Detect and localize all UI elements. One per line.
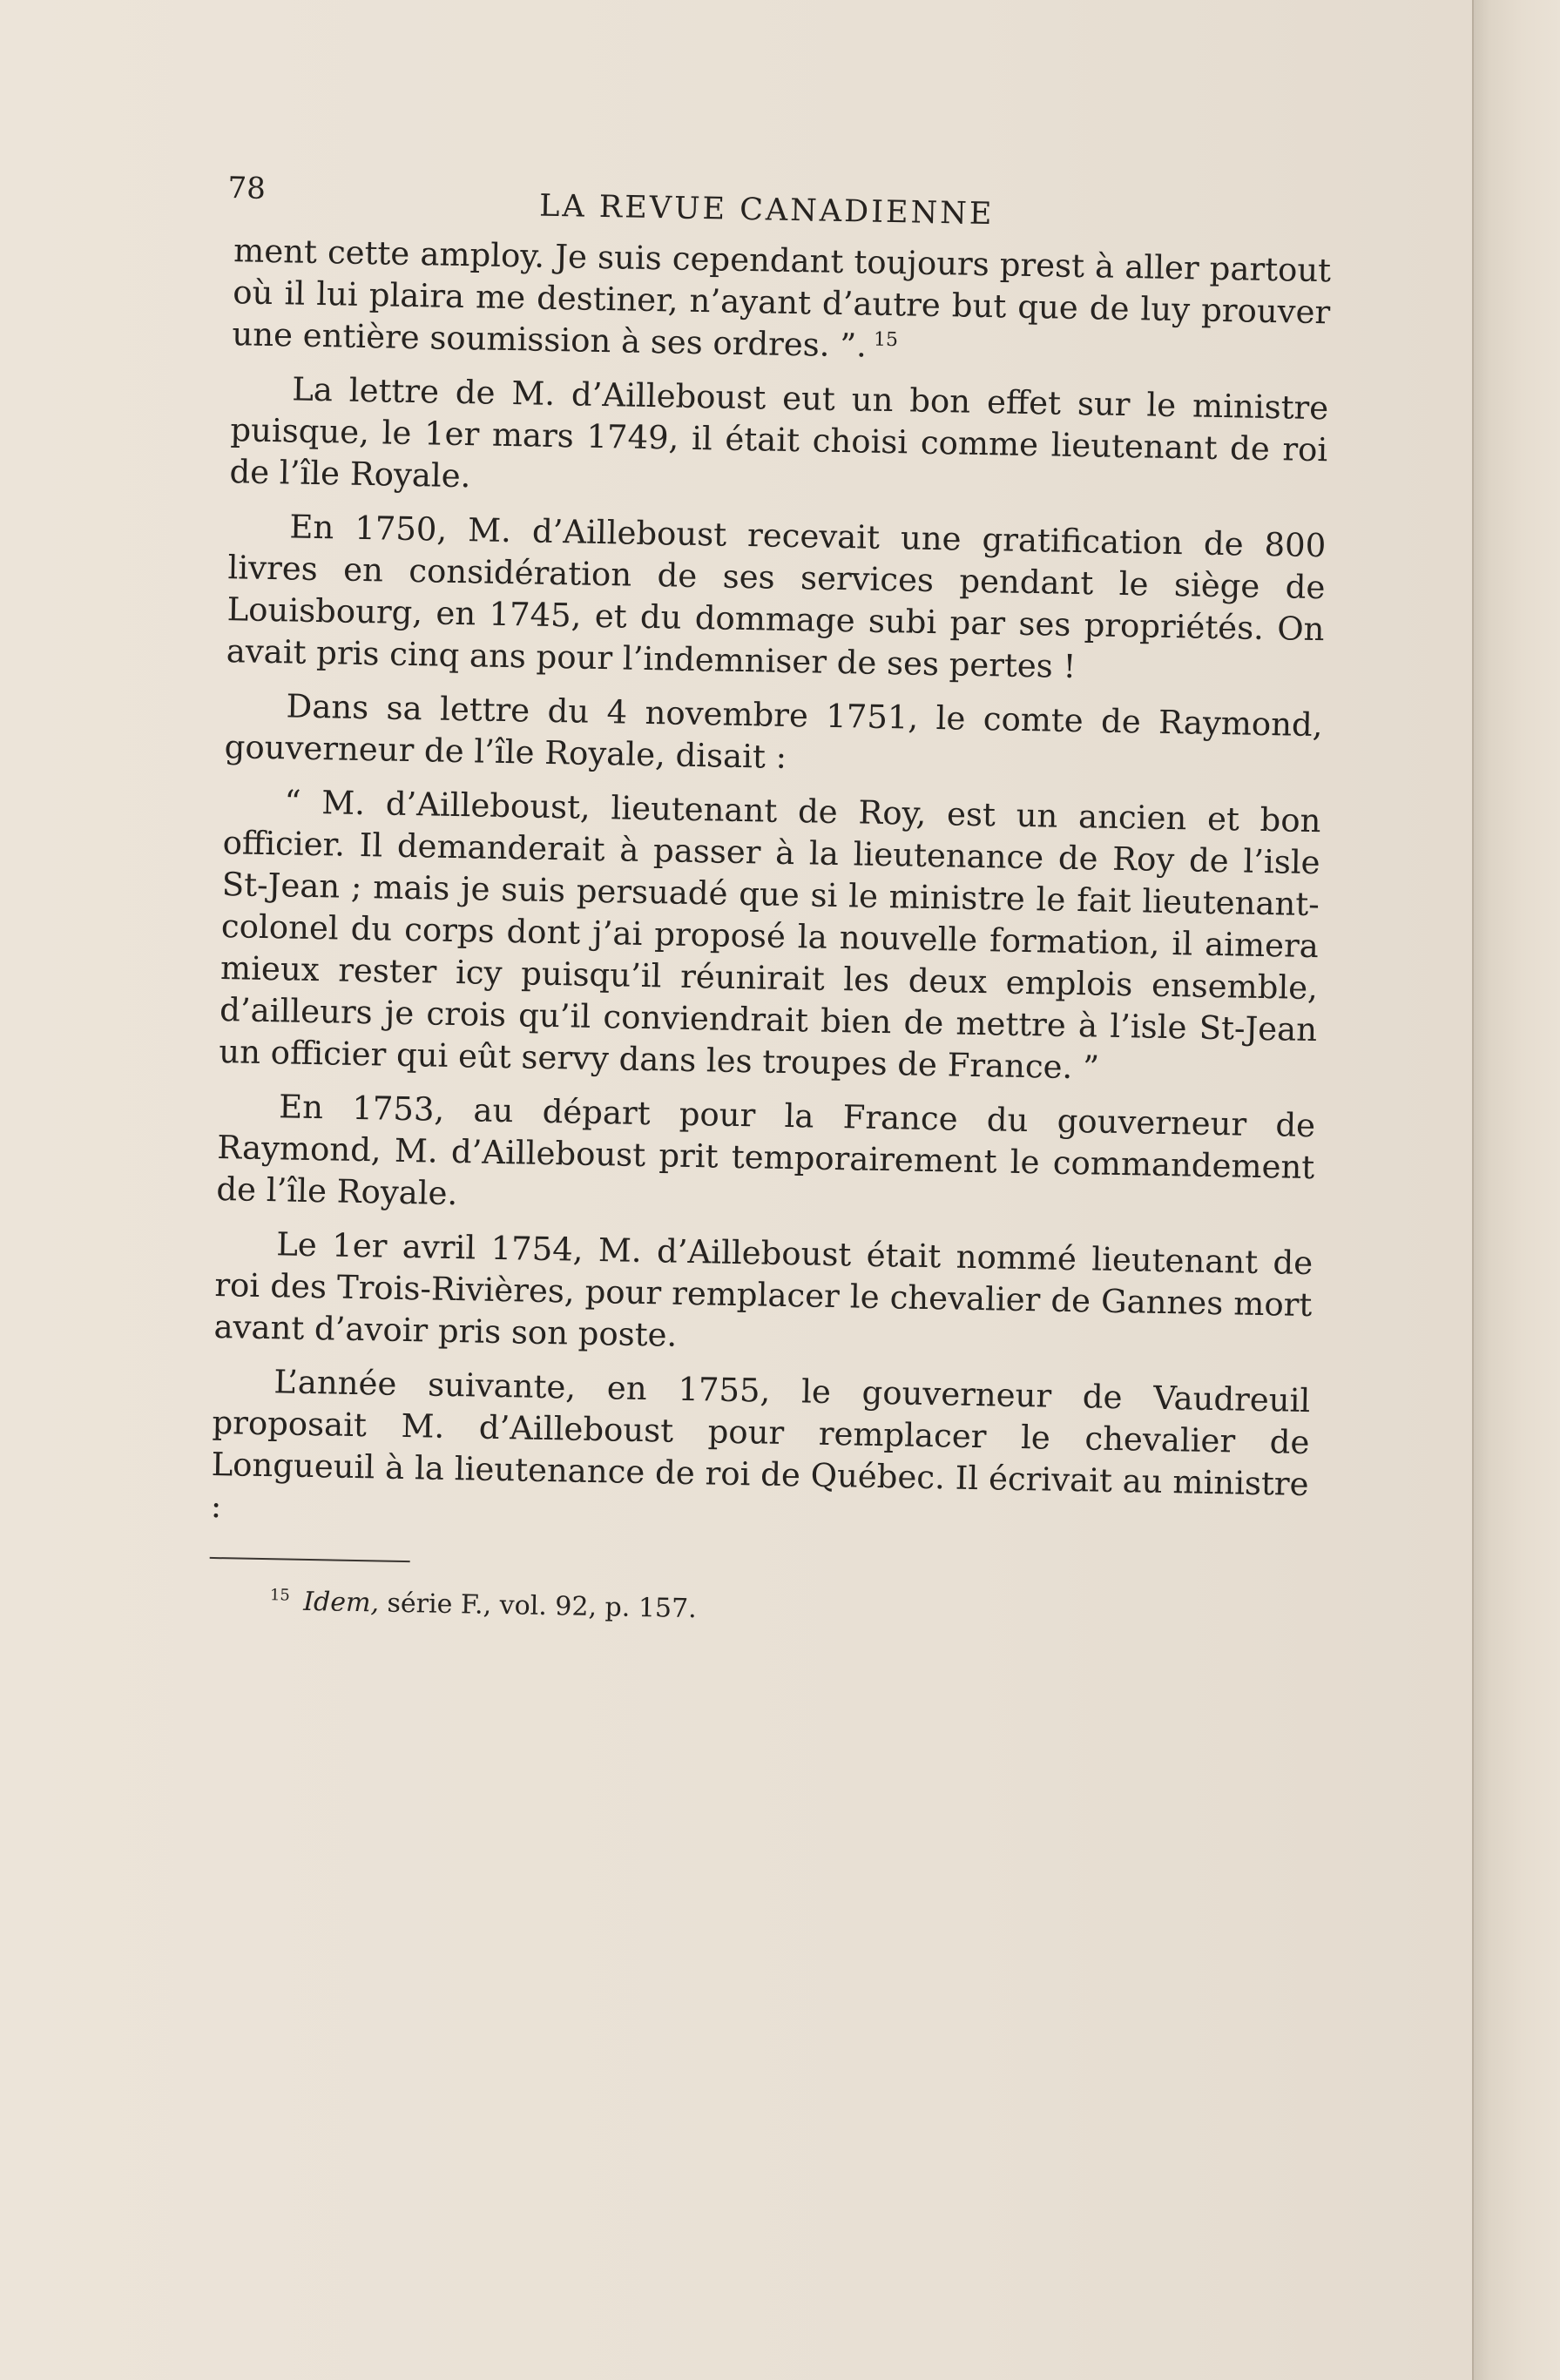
paragraph — [216, 1085, 1315, 1230]
paragraph — [224, 684, 1323, 788]
paragraph-text: La lettre de M. d’Ailleboust eut un bon effet sur le ministre puisque, le 1er mars 1749, il était choisi comme lieutenant de roi de l’île Royale. — [229, 370, 1329, 496]
quotation-paragraph — [219, 780, 1321, 1093]
adjacent-page-edge — [1472, 0, 1560, 2380]
page-content — [104, 165, 1332, 1642]
paragraph-text: En 1753, au départ pour la France du gouverneur de Raymond, M. d’Ailleboust prit temporairement le commandement de l’île Royale. — [216, 1088, 1316, 1213]
footnote-divider — [210, 1557, 410, 1562]
paragraph-text: En 1750, M. d’Ailleboust recevait une gratification de 800 livres en considération de ses services pendant le siège de Louisbourg, en 1745, et du dommage subi par ses propriétés. On avait pris cinq ans pour l’indemniser de ses pertes ! — [226, 508, 1327, 685]
footnote-text: série F., vol. 92, p. 157. — [387, 1588, 697, 1625]
paragraph-text: Le 1er avril 1754, M. d’Ailleboust était nommé lieutenant de roi des Trois-Rivières, pour remplacer le chevalier de Gannes mort avant d’avoir pris son poste. — [213, 1225, 1314, 1354]
footnote — [208, 1580, 1307, 1642]
paragraph-text: “ M. d’Ailleboust, lieutenant de Roy, est un ancien et bon officier. Il demanderait à passer à la lieutenance de Roy de l’isle St-Jean ; mais je suis persuadé que si le ministre le fait lieutenant-colonel du corps dont j’ai proposé la nouvelle formation, il aimera mieux rester icy puisqu’il réunirait les deux emplois ensemble, d’ailleurs je crois qu’il conviendrait bien de mettre à l’isle St-Jean un officier qui eût servy dans les troupes de France. ” — [218, 783, 1321, 1087]
paragraph — [226, 505, 1326, 692]
paragraph — [232, 230, 1331, 375]
paragraph-text: Dans sa lettre du 4 novembre 1751, le comte de Raymond, gouverneur de l’île Royale, disait : — [224, 687, 1323, 776]
running-title: LA REVUE CANADIENNE — [538, 188, 995, 233]
page-number: 78 — [227, 171, 267, 206]
body-text — [104, 228, 1331, 1642]
paragraph — [213, 1223, 1313, 1368]
paragraph-text: L’année suivante, en 1755, le gouverneur de Vaudreuil proposait M. d’Ailleboust pour remplacer le chevalier de Longueuil à la lieutenance de roi de Québec. Il écrivait au ministre : — [210, 1363, 1311, 1526]
paragraph — [229, 367, 1328, 513]
footnote-number: 15 — [269, 1586, 291, 1605]
footnote-source: Idem, — [302, 1586, 380, 1619]
footnote-reference: 15 — [873, 328, 899, 351]
paragraph-text: ment cette amploy. Je suis cependant toujours prest à aller partout où il lui plaira me destiner, n’ayant d’autre but que de luy prouver une entière soumission à ses ordres. ”. — [232, 232, 1332, 365]
paragraph — [210, 1360, 1310, 1547]
